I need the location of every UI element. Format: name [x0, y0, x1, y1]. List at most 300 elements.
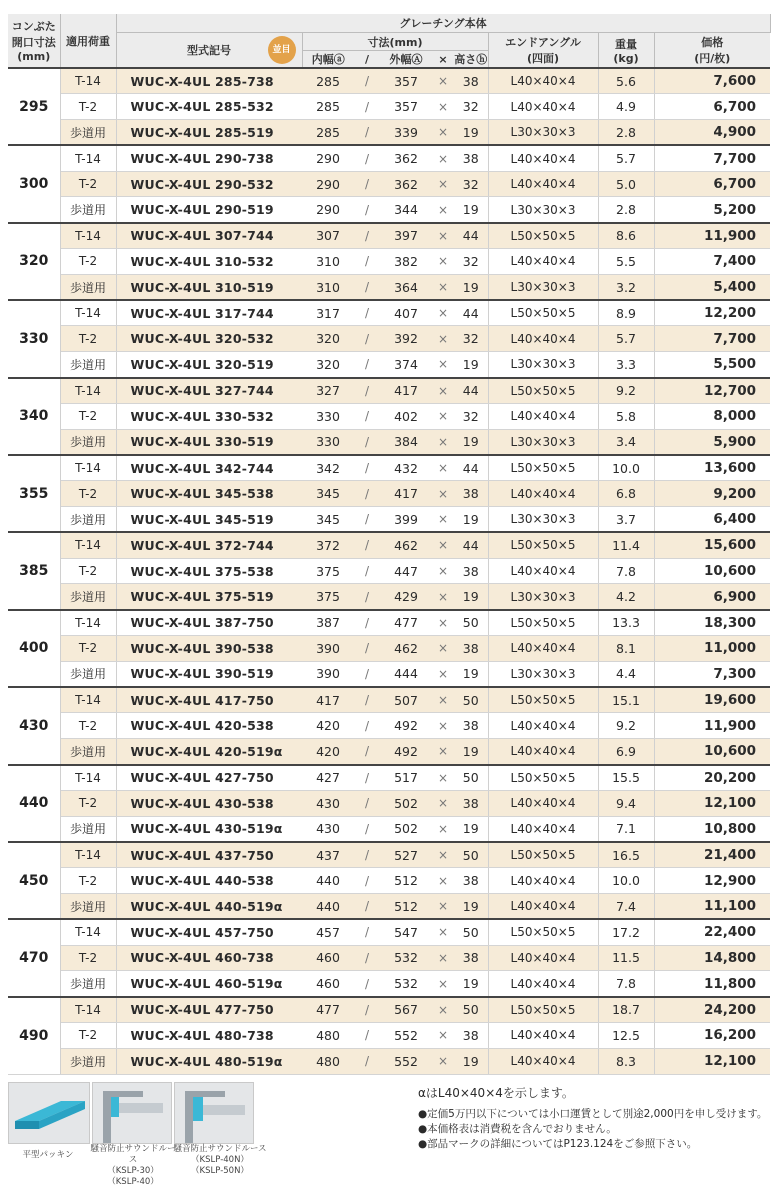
load-cell: 歩道用 — [60, 1048, 116, 1074]
sound-loose-a-image — [92, 1082, 172, 1144]
inner-width-cell: 375 — [302, 558, 354, 584]
table-row — [8, 1048, 770, 1074]
outer-width-cell: 364 — [380, 274, 432, 300]
weight-cell: 3.3 — [598, 352, 654, 378]
opening-size-cell: 490 — [8, 997, 60, 1074]
model-cell: WUC-X-4UL 420-519α — [116, 739, 302, 765]
end-angle-cell: L50×50×5 — [488, 765, 598, 791]
opening-size-cell: 440 — [8, 765, 60, 842]
weight-cell: 6.9 — [598, 739, 654, 765]
load-cell: T-2 — [60, 868, 116, 894]
inner-width-cell: 437 — [302, 842, 354, 868]
times-cell: × — [432, 816, 454, 842]
load-cell: T-14 — [60, 610, 116, 636]
header-slash: / — [364, 52, 370, 66]
times-cell: × — [432, 326, 454, 352]
price-cell: 5,500 — [654, 352, 770, 378]
outer-width-cell: 527 — [380, 842, 432, 868]
times-cell: × — [432, 249, 454, 275]
inner-width-cell: 440 — [302, 894, 354, 920]
slash-cell: / — [354, 120, 380, 146]
model-cell: WUC-X-4UL 390-519 — [116, 661, 302, 687]
price-cell: 7,700 — [654, 145, 770, 171]
model-cell: WUC-X-4UL 430-538 — [116, 790, 302, 816]
model-cell: WUC-X-4UL 477-750 — [116, 997, 302, 1023]
outer-width-cell: 462 — [380, 636, 432, 662]
slash-cell: / — [354, 352, 380, 378]
end-angle-cell: L40×40×4 — [488, 868, 598, 894]
weight-cell: 10.0 — [598, 868, 654, 894]
load-cell: T-14 — [60, 687, 116, 713]
model-cell: WUC-X-4UL 285-532 — [116, 94, 302, 120]
weight-cell: 11.4 — [598, 532, 654, 558]
weight-cell: 11.5 — [598, 945, 654, 971]
weight-cell: 5.7 — [598, 326, 654, 352]
slash-cell: / — [354, 507, 380, 533]
outer-width-cell: 382 — [380, 249, 432, 275]
outer-width-cell: 357 — [380, 68, 432, 94]
weight-cell: 5.8 — [598, 403, 654, 429]
slash-cell: / — [354, 919, 380, 945]
slash-cell: / — [354, 765, 380, 791]
load-cell: T-14 — [60, 842, 116, 868]
model-cell: WUC-X-4UL 285-519 — [116, 120, 302, 146]
height-cell: 38 — [454, 68, 488, 94]
price-cell: 14,800 — [654, 945, 770, 971]
end-angle-cell: L50×50×5 — [488, 532, 598, 558]
note-item: ●本価格表は消費税を含んでおりません。 — [418, 1123, 617, 1135]
slash-cell: / — [354, 971, 380, 997]
slash-cell: / — [354, 171, 380, 197]
height-cell: 32 — [454, 249, 488, 275]
table-row — [8, 145, 770, 171]
slash-cell: / — [354, 326, 380, 352]
outer-width-cell: 447 — [380, 558, 432, 584]
size-group — [8, 300, 770, 377]
size-group — [8, 532, 770, 609]
weight-cell: 9.2 — [598, 713, 654, 739]
times-cell: × — [432, 558, 454, 584]
slash-cell: / — [354, 481, 380, 507]
inner-width-cell: 420 — [302, 739, 354, 765]
load-cell: 歩道用 — [60, 197, 116, 223]
header-weight: 重量 (kg) — [598, 33, 654, 69]
height-cell: 19 — [454, 1048, 488, 1074]
slash-cell: / — [354, 68, 380, 94]
table-row — [8, 687, 770, 713]
end-angle-cell: L30×30×3 — [488, 352, 598, 378]
sound-loose-a-caption: 騒音防止サウンドルース （KSLP-30） （KSLP-40） — [90, 1144, 176, 1187]
weight-cell: 5.7 — [598, 145, 654, 171]
load-cell: T-2 — [60, 403, 116, 429]
table-row — [8, 481, 770, 507]
inner-width-cell: 290 — [302, 197, 354, 223]
height-cell: 44 — [454, 455, 488, 481]
price-cell: 6,400 — [654, 507, 770, 533]
weight-cell: 4.9 — [598, 94, 654, 120]
times-cell: × — [432, 429, 454, 455]
outer-width-cell: 552 — [380, 1022, 432, 1048]
model-cell: WUC-X-4UL 375-519 — [116, 584, 302, 610]
weight-cell: 5.0 — [598, 171, 654, 197]
height-cell: 19 — [454, 197, 488, 223]
height-cell: 38 — [454, 636, 488, 662]
table-row — [8, 455, 770, 481]
inner-width-cell: 345 — [302, 481, 354, 507]
end-angle-cell: L30×30×3 — [488, 197, 598, 223]
height-cell: 50 — [454, 997, 488, 1023]
outer-width-cell: 392 — [380, 326, 432, 352]
weight-cell: 12.5 — [598, 1022, 654, 1048]
end-angle-cell: L30×30×3 — [488, 274, 598, 300]
inner-width-cell: 290 — [302, 145, 354, 171]
size-group — [8, 610, 770, 687]
table-row — [8, 1022, 770, 1048]
notes — [418, 1084, 774, 1152]
price-cell: 12,900 — [654, 868, 770, 894]
times-cell: × — [432, 765, 454, 791]
table-row — [8, 378, 770, 404]
height-cell: 38 — [454, 1022, 488, 1048]
end-angle-cell: L30×30×3 — [488, 584, 598, 610]
size-group — [8, 765, 770, 842]
inner-width-cell: 480 — [302, 1022, 354, 1048]
model-cell: WUC-X-4UL 327-744 — [116, 378, 302, 404]
table-row — [8, 661, 770, 687]
end-angle-cell: L30×30×3 — [488, 661, 598, 687]
load-cell: 歩道用 — [60, 739, 116, 765]
price-cell: 7,600 — [654, 68, 770, 94]
weight-cell: 3.4 — [598, 429, 654, 455]
size-group — [8, 687, 770, 764]
header-opening: コンぶた 開口寸法 (mm) — [8, 14, 60, 68]
price-cell: 5,400 — [654, 274, 770, 300]
end-angle-cell: L40×40×4 — [488, 894, 598, 920]
table-row — [8, 94, 770, 120]
model-cell: WUC-X-4UL 345-519 — [116, 507, 302, 533]
weight-cell: 7.1 — [598, 816, 654, 842]
weight-cell: 8.3 — [598, 1048, 654, 1074]
model-cell: WUC-X-4UL 417-750 — [116, 687, 302, 713]
outer-width-cell: 512 — [380, 894, 432, 920]
times-cell: × — [432, 739, 454, 765]
height-cell: 19 — [454, 429, 488, 455]
inner-width-cell: 330 — [302, 429, 354, 455]
slash-cell: / — [354, 636, 380, 662]
end-angle-cell: L30×30×3 — [488, 429, 598, 455]
slash-cell: / — [354, 145, 380, 171]
slash-cell: / — [354, 274, 380, 300]
model-cell: WUC-X-4UL 427-750 — [116, 765, 302, 791]
height-cell: 32 — [454, 94, 488, 120]
model-cell: WUC-X-4UL 480-738 — [116, 1022, 302, 1048]
inner-width-cell: 290 — [302, 171, 354, 197]
model-cell: WUC-X-4UL 372-744 — [116, 532, 302, 558]
inner-width-cell: 317 — [302, 300, 354, 326]
table-row — [8, 919, 770, 945]
times-cell: × — [432, 1022, 454, 1048]
weight-cell: 9.4 — [598, 790, 654, 816]
times-cell: × — [432, 145, 454, 171]
load-cell: 歩道用 — [60, 894, 116, 920]
table-row — [8, 197, 770, 223]
opening-size-cell: 450 — [8, 842, 60, 919]
outer-width-cell: 532 — [380, 945, 432, 971]
model-cell: WUC-X-4UL 330-532 — [116, 403, 302, 429]
slash-cell: / — [354, 894, 380, 920]
table-row — [8, 532, 770, 558]
flat-packing-caption: 平型パッキン — [22, 1150, 74, 1160]
load-cell: T-2 — [60, 1022, 116, 1048]
table-row — [8, 300, 770, 326]
slash-cell: / — [354, 558, 380, 584]
end-angle-cell: L50×50×5 — [488, 223, 598, 249]
sound-loose-b-caption: 騒音防止サウンドルース （KSLP-40N） （KSLP-50N） — [173, 1144, 267, 1176]
load-cell: T-14 — [60, 765, 116, 791]
outer-width-cell: 397 — [380, 223, 432, 249]
model-cell: WUC-X-4UL 440-538 — [116, 868, 302, 894]
table-row — [8, 868, 770, 894]
load-cell: 歩道用 — [60, 429, 116, 455]
model-cell: WUC-X-4UL 320-519 — [116, 352, 302, 378]
times-cell: × — [432, 455, 454, 481]
load-cell: T-14 — [60, 919, 116, 945]
load-cell: T-2 — [60, 94, 116, 120]
load-cell: 歩道用 — [60, 120, 116, 146]
price-cell: 7,700 — [654, 326, 770, 352]
price-cell: 18,300 — [654, 610, 770, 636]
inner-width-cell: 417 — [302, 687, 354, 713]
price-cell: 11,100 — [654, 894, 770, 920]
height-cell: 44 — [454, 223, 488, 249]
height-cell: 50 — [454, 765, 488, 791]
price-cell: 5,200 — [654, 197, 770, 223]
load-cell: T-14 — [60, 532, 116, 558]
end-angle-cell: L50×50×5 — [488, 455, 598, 481]
inner-width-cell: 390 — [302, 636, 354, 662]
times-cell: × — [432, 919, 454, 945]
end-angle-cell: L40×40×4 — [488, 739, 598, 765]
load-cell: T-2 — [60, 481, 116, 507]
model-cell: WUC-X-4UL 342-744 — [116, 455, 302, 481]
height-cell: 38 — [454, 713, 488, 739]
table-row — [8, 120, 770, 146]
end-angle-cell: L40×40×4 — [488, 636, 598, 662]
slash-cell: / — [354, 223, 380, 249]
price-cell: 7,300 — [654, 661, 770, 687]
times-cell: × — [432, 378, 454, 404]
table-row — [8, 713, 770, 739]
opening-size-cell: 330 — [8, 300, 60, 377]
opening-size-cell: 400 — [8, 610, 60, 687]
weight-cell: 15.1 — [598, 687, 654, 713]
end-angle-cell: L40×40×4 — [488, 713, 598, 739]
inner-width-cell: 320 — [302, 352, 354, 378]
header-height: 高さⓗ — [454, 51, 488, 69]
price-cell: 6,900 — [654, 584, 770, 610]
table-row — [8, 68, 770, 94]
inner-width-cell: 440 — [302, 868, 354, 894]
price-cell: 15,600 — [654, 532, 770, 558]
height-cell: 19 — [454, 507, 488, 533]
slash-cell: / — [354, 739, 380, 765]
price-cell: 13,600 — [654, 455, 770, 481]
inner-width-cell: 285 — [302, 68, 354, 94]
slash-cell: / — [354, 816, 380, 842]
load-cell: T-2 — [60, 790, 116, 816]
price-cell: 10,600 — [654, 558, 770, 584]
end-angle-cell: L50×50×5 — [488, 300, 598, 326]
outer-width-cell: 339 — [380, 120, 432, 146]
outer-width-cell: 532 — [380, 971, 432, 997]
end-angle-cell: L40×40×4 — [488, 558, 598, 584]
badge-icon: 並目 — [268, 36, 296, 64]
outer-width-cell: 344 — [380, 197, 432, 223]
times-cell: × — [432, 197, 454, 223]
opening-size-cell: 470 — [8, 919, 60, 996]
inner-width-cell: 307 — [302, 223, 354, 249]
load-cell: T-2 — [60, 636, 116, 662]
times-cell: × — [432, 945, 454, 971]
end-angle-cell: L40×40×4 — [488, 481, 598, 507]
model-cell: WUC-X-4UL 307-744 — [116, 223, 302, 249]
slash-cell: / — [354, 429, 380, 455]
model-cell: WUC-X-4UL 375-538 — [116, 558, 302, 584]
table-row — [8, 971, 770, 997]
slash-cell: / — [354, 300, 380, 326]
inner-width-cell: 420 — [302, 713, 354, 739]
size-group — [8, 919, 770, 996]
height-cell: 50 — [454, 919, 488, 945]
weight-cell: 8.1 — [598, 636, 654, 662]
outer-width-cell: 567 — [380, 997, 432, 1023]
inner-width-cell: 345 — [302, 507, 354, 533]
height-cell: 19 — [454, 739, 488, 765]
load-cell: 歩道用 — [60, 352, 116, 378]
weight-cell: 7.8 — [598, 558, 654, 584]
table-row — [8, 790, 770, 816]
weight-cell: 15.5 — [598, 765, 654, 791]
price-cell: 12,100 — [654, 1048, 770, 1074]
load-cell: T-14 — [60, 455, 116, 481]
outer-width-cell: 444 — [380, 661, 432, 687]
slash-cell: / — [354, 790, 380, 816]
size-group — [8, 68, 770, 145]
slash-cell: / — [354, 842, 380, 868]
table-row — [8, 326, 770, 352]
end-angle-cell: L40×40×4 — [488, 403, 598, 429]
load-cell: T-2 — [60, 326, 116, 352]
height-cell: 44 — [454, 378, 488, 404]
outer-width-cell: 399 — [380, 507, 432, 533]
height-cell: 38 — [454, 945, 488, 971]
times-cell: × — [432, 894, 454, 920]
price-cell: 6,700 — [654, 171, 770, 197]
alpha-note: αはL40×40×4を示します。 — [418, 1086, 574, 1100]
end-angle-cell: L40×40×4 — [488, 971, 598, 997]
weight-cell: 3.7 — [598, 507, 654, 533]
times-cell: × — [432, 713, 454, 739]
end-angle-cell: L40×40×4 — [488, 1048, 598, 1074]
load-cell: T-2 — [60, 171, 116, 197]
slash-cell: / — [354, 1048, 380, 1074]
height-cell: 32 — [454, 171, 488, 197]
table-row — [8, 610, 770, 636]
slash-cell: / — [354, 687, 380, 713]
height-cell: 44 — [454, 532, 488, 558]
flat-packing-image — [8, 1082, 90, 1144]
end-angle-cell: L40×40×4 — [488, 1022, 598, 1048]
times-cell: × — [432, 636, 454, 662]
price-cell: 11,000 — [654, 636, 770, 662]
weight-cell: 16.5 — [598, 842, 654, 868]
sound-loose-b-image — [174, 1082, 254, 1144]
height-cell: 19 — [454, 894, 488, 920]
model-cell: WUC-X-4UL 460-738 — [116, 945, 302, 971]
load-cell: T-2 — [60, 558, 116, 584]
price-cell: 11,900 — [654, 223, 770, 249]
end-angle-cell: L40×40×4 — [488, 816, 598, 842]
times-cell: × — [432, 610, 454, 636]
inner-width-cell: 477 — [302, 997, 354, 1023]
times-cell: × — [432, 997, 454, 1023]
slash-cell: / — [354, 661, 380, 687]
table-row — [8, 765, 770, 791]
load-cell: 歩道用 — [60, 971, 116, 997]
price-cell: 12,200 — [654, 300, 770, 326]
price-cell: 10,600 — [654, 739, 770, 765]
size-group — [8, 145, 770, 222]
header-inner: 内幅ⓐ — [311, 53, 345, 66]
outer-width-cell: 507 — [380, 687, 432, 713]
illustrations — [8, 1082, 270, 1192]
height-cell: 38 — [454, 558, 488, 584]
inner-width-cell: 310 — [302, 249, 354, 275]
times-cell: × — [432, 584, 454, 610]
end-angle-cell: L40×40×4 — [488, 171, 598, 197]
header-load: 適用荷重 — [60, 14, 116, 68]
height-cell: 44 — [454, 300, 488, 326]
header-end-angle: エンドアングル (四面) — [488, 33, 598, 69]
model-cell: WUC-X-4UL 420-538 — [116, 713, 302, 739]
load-cell: 歩道用 — [60, 584, 116, 610]
model-cell: WUC-X-4UL 317-744 — [116, 300, 302, 326]
table-row — [8, 429, 770, 455]
weight-cell: 8.6 — [598, 223, 654, 249]
model-cell: WUC-X-4UL 437-750 — [116, 842, 302, 868]
load-cell: T-2 — [60, 249, 116, 275]
height-cell: 50 — [454, 687, 488, 713]
model-cell: WUC-X-4UL 310-532 — [116, 249, 302, 275]
table-row — [8, 249, 770, 275]
times-cell: × — [432, 661, 454, 687]
weight-cell: 2.8 — [598, 197, 654, 223]
model-cell: WUC-X-4UL 310-519 — [116, 274, 302, 300]
price-cell: 11,800 — [654, 971, 770, 997]
inner-width-cell: 330 — [302, 403, 354, 429]
table-row — [8, 636, 770, 662]
end-angle-cell: L50×50×5 — [488, 687, 598, 713]
model-cell: WUC-X-4UL 285-738 — [116, 68, 302, 94]
outer-width-cell: 517 — [380, 765, 432, 791]
opening-size-cell: 430 — [8, 687, 60, 764]
outer-width-cell: 407 — [380, 300, 432, 326]
weight-cell: 9.2 — [598, 378, 654, 404]
size-group — [8, 455, 770, 532]
height-cell: 19 — [454, 120, 488, 146]
outer-width-cell: 417 — [380, 378, 432, 404]
height-cell: 50 — [454, 842, 488, 868]
